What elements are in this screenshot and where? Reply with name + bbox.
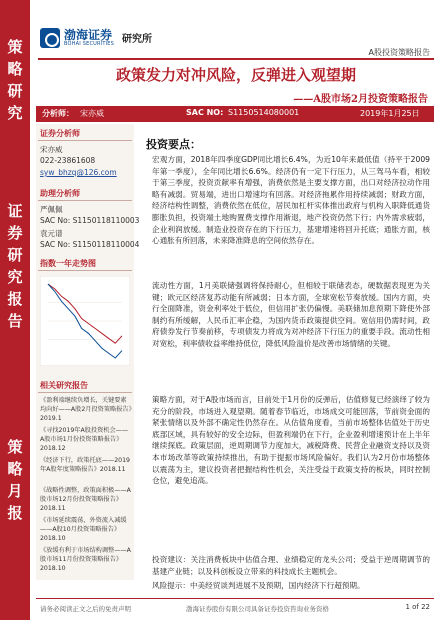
related-report-item[interactable]: 《战略性调整，政策面积极——A股市场12月份投资策略报告》2018.11	[40, 487, 131, 512]
band-char: 策	[7, 38, 23, 56]
analyst-name: 宋亦威	[40, 145, 63, 154]
bullet-investment-advice: ● 投资建议：关注消费板块中估值合理、业绩稳定的龙头公司；受益于逆周期调节的基建产业链；以及科创板设立带来的科技成长主题机会。	[152, 554, 430, 578]
band-char: 券	[7, 224, 23, 242]
sac-number: S1150514080001	[228, 108, 300, 117]
info-bar	[36, 106, 434, 122]
band-char: 月	[7, 482, 23, 500]
sidebar-divider	[38, 270, 132, 271]
assistant-sac: SAC No: S1150118110004	[40, 240, 140, 249]
related-heading: 相关研究报告	[40, 381, 88, 390]
assistant-sac: SAC No: S1150118110003	[40, 216, 140, 225]
bullet-strategy: ● 策略方面，对于A股市场而言，目前处于1月份的反弹后，估值修复已经演绎了较为充分的阶段，市场进入观望期。随着春节临近，市场成交可能回落，节前资金面的紧张情绪以及外部不确定性仍然存在。从估值角度看，当前市场整体估值处于历史底部区域，具有较好的安全边际，但盈利端仍在下行，企业盈利增速预计在上半年继续探底。政策层面，逆周期调节力度加大，减税降费、民营企业融资支持以及资本市场改革等政策持续推出，有助于提振市场风险偏好。我们认为2月份市场整体以震荡为主，建议投资者把握结构性机会，关注受益于政策支持的板块，同时控制仓位，避免追高。	[152, 394, 430, 550]
logo-name: 渤海证券	[64, 28, 113, 42]
bullet-risk-warning: ● 风险提示：中美经贸谈判进展不及预期，国内经济下行超预期。	[152, 580, 430, 594]
analyst-email-link[interactable]: syw_bhzq@126.com	[40, 168, 117, 177]
bullet-liquidity: ● 流动性方面，1月美联储强调将保持耐心，但相较于联储表态，硬数据表现更为关键；欧元区经济复苏动能有所减弱；日本方面，全球宽松节奏放缓。国内方面，央行全面降准，资金利率处于低位，但信用扩张仍偏慢。美联储加息预期下降使外部制约有所缓解，人民币汇率企稳，为国内货币政策提供空间。宽信用仍需时间，政府债券发行节奏前移，专项债发力将成为对冲经济下行压力的重要手段。流动性相对宽松，利率债收益率维持低位，降低风险溢价是改善市场情绪的关键。	[152, 280, 430, 388]
key-points-heading: 投资要点：	[146, 138, 201, 151]
band-char: 研	[7, 246, 23, 264]
band-char: 研	[7, 82, 23, 100]
analyst-name: 宋亦威	[80, 109, 104, 118]
assistant-heading: 助理分析师	[40, 189, 80, 198]
band-char: 略	[7, 460, 23, 478]
analyst-heading: 证券分析师	[40, 129, 80, 138]
institute-name: 研究所	[122, 34, 152, 45]
analyst-phone: 022-23861608	[40, 156, 96, 165]
analyst-label: 分析师：	[42, 109, 74, 118]
sidebar-divider	[38, 392, 132, 393]
index-trend-chart	[40, 276, 130, 366]
footer-disclaimer: 请务必阅读正文之后的免责声明	[40, 605, 131, 613]
logo-icon	[40, 28, 60, 48]
chart-heading: 指数一年走势图	[40, 259, 96, 268]
band-char: 究	[7, 268, 23, 286]
related-report-item[interactable]: 《盈利端继续负增长，关键要素均向好——A股2月投资策略报告》2019.1	[40, 397, 132, 422]
band-char: 告	[7, 312, 23, 330]
report-type: A股投资策略报告	[368, 48, 430, 57]
assistant-name: 袁元谱	[40, 229, 63, 238]
assistant-name: 严佩佩	[40, 205, 63, 214]
band-char: 证	[7, 202, 23, 220]
sac-label: SAC NO:	[186, 108, 224, 117]
report-title: 政策发力对冲风险，反弹进入观望期	[115, 66, 356, 84]
related-report-item[interactable]: 《经济下行，政策托底——2019年A股年度策略报告》2018.11	[40, 457, 130, 473]
footer-company: 渤海证券股份有限公司具备证券投资咨询业务资格	[186, 605, 329, 613]
logo-english-name: BOHAI SECURITIES	[64, 41, 115, 47]
related-report-item[interactable]: 《寻找2019年A股投资机会——A股市场1月份投资策略报告》2018.12	[40, 427, 129, 452]
report-date: 2019年1月25日	[360, 109, 420, 118]
band-char: 略	[7, 60, 23, 78]
report-subtitle: ——A股市场2月投资策略报告	[293, 94, 428, 105]
band-char: 策	[7, 438, 23, 456]
sidebar-divider	[38, 140, 132, 141]
band-char: 报	[7, 290, 23, 308]
band-char: 究	[7, 104, 23, 122]
footer-divider	[36, 598, 434, 599]
bullet-macro: ● 宏观方面，2018年四季度GDP同比增长6.4%，为近10年来最低值（持平于2009年第一季度），全年同比增长6.6%。经济仍有一定下行压力，从三驾马车看，相较于第三季度，投资贡献率有增强，消费依然是主要支撑方面，出口对经济拉动作用略有减弱。贸易端，进出口增速均有回落。对经济拖累作用持续减弱；财政方面，经济结构性调整，消费依然在低位，居民加杠杆实体推出政府与机构入职降低通货膨胀负担，投资端土地购置费支撑作用渐退，地产投资仍然下行；内外需求疲弱，企业利润放缓。制造业投资存在的下行压力，基建增速将回升托底；通胀方面，核心通胀有所回落，未来降准降息的空间依然存在。	[152, 154, 430, 274]
page-number: 1 of 22	[405, 603, 430, 611]
related-report-item[interactable]: 《市场延续震荡，外资流入减缓——A股10月投资策略报告》2018.10	[40, 517, 127, 542]
sidebar-divider	[38, 200, 132, 201]
band-char: 报	[7, 504, 23, 522]
header-divider	[38, 58, 434, 60]
related-report-item[interactable]: 《放缓有利于市场结构调整——A股市场11月份投资策略报告》2018.10	[40, 547, 131, 572]
